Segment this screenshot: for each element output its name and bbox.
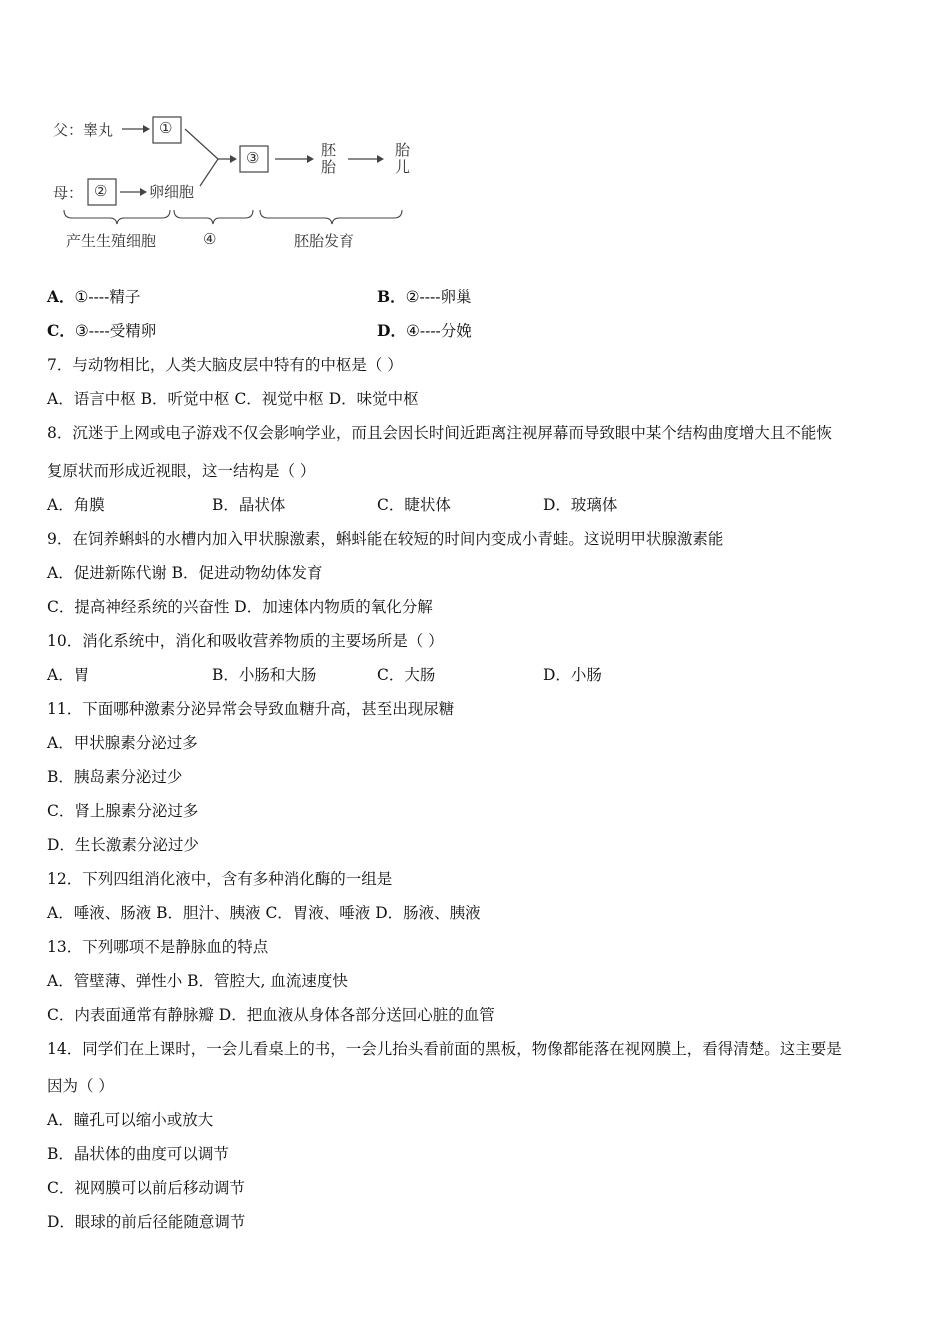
box-2-label: ②: [94, 182, 108, 200]
q6-option-a: A．①----精子: [47, 287, 141, 306]
q9-options-cd: C．提高神经系统的兴奋性 D．加速体内物质的氧化分解: [47, 598, 433, 616]
embryo-label: 胚胎: [319, 142, 337, 176]
q10-stem: 10．消化系统中，消化和吸收营养物质的主要场所是（ ）: [47, 632, 444, 650]
arrowhead-embryo: [307, 155, 314, 163]
q7-stem: 7．与动物相比，人类大脑皮层中特有的中枢是（ ）: [47, 356, 403, 374]
fetus-label: 胎儿: [393, 142, 411, 176]
q11-stem: 11．下面哪种激素分泌异常会导致血糖升高，甚至出现尿糖: [47, 700, 455, 718]
q6-option-d: D．④----分娩: [377, 321, 472, 340]
q8-option-b: B．晶状体: [212, 496, 286, 514]
egg-label: 卵细胞: [149, 183, 195, 201]
stage-2-label: ④: [203, 230, 217, 248]
stage-1-label: 产生生殖细胞: [66, 232, 157, 250]
q11-option-b: B．胰岛素分泌过少: [47, 768, 183, 786]
q9-stem: 9．在饲养蝌蚪的水槽内加入甲状腺激素，蝌蚪能在较短的时间内变成小青蛙。这说明甲状腺激素能: [47, 530, 724, 548]
q6-option-b: B．②----卵巢: [377, 287, 472, 306]
q14-option-c: C．视网膜可以前后移动调节: [47, 1179, 245, 1197]
q11-option-c: C．肾上腺素分泌过多: [47, 802, 199, 820]
q10-option-d: D．小肠: [543, 666, 602, 684]
q8-option-c: C．睫状体: [377, 496, 451, 514]
q13-options-cd: C．内表面通常有静脉瓣 D．把血液从身体各部分送回心脏的血管: [47, 1006, 495, 1024]
brace-stage2: [174, 210, 253, 224]
q6-option-c: C．③----受精卵: [47, 321, 157, 340]
q13-options-ab: A．管壁薄、弹性小 B．管腔大, 血流速度快: [47, 972, 348, 990]
box-1-label: ①: [159, 119, 173, 137]
converge-top: [185, 129, 218, 159]
arrowhead-father: [143, 125, 150, 133]
stage-3-label: 胚胎发育: [294, 232, 355, 250]
father-label: 父：睾丸: [53, 121, 114, 139]
q10-option-a: A．胃: [47, 666, 90, 684]
q11-option-d: D．生长激素分泌过少: [47, 836, 199, 854]
q14-option-a: A．瞳孔可以缩小或放大: [47, 1111, 214, 1129]
brace-stage1: [64, 210, 170, 224]
mother-label: 母：: [53, 184, 84, 202]
q8-stem-line-1: 8．沉迷于上网或电子游戏不仅会影响学业，而且会因长时间近距离注视屏幕而导致眼中某个结构曲度增大且不能恢: [47, 424, 832, 442]
q8-option-d: D．玻璃体: [543, 496, 618, 514]
q13-stem: 13．下列哪项不是静脉血的特点: [47, 938, 269, 956]
box-3-label: ③: [246, 149, 260, 167]
converge-bottom: [200, 159, 218, 186]
q10-option-c: C．大肠: [377, 666, 436, 684]
q10-option-b: B．小肠和大肠: [212, 666, 317, 684]
q9-options-ab: A．促进新陈代谢 B．促进动物幼体发育: [47, 564, 323, 582]
q14-stem-line-1: 14．同学们在上课时，一会儿看桌上的书，一会儿抬头看前面的黑板，物像都能落在视网膜上，看得清楚。这主要是: [47, 1040, 842, 1058]
q14-option-d: D．眼球的前后径能随意调节: [47, 1213, 246, 1231]
arrowhead-mother: [140, 188, 147, 196]
reproduction-diagram: [50, 108, 430, 258]
q12-stem: 12．下列四组消化液中，含有多种消化酶的一组是: [47, 870, 393, 888]
q12-options: A．唾液、肠液 B．胆汁、胰液 C．胃液、唾液 D．肠液、胰液: [47, 904, 481, 922]
arrowhead-fetus: [377, 155, 384, 163]
q8-stem-line-2: 复原状而形成近视眼，这一结构是（ ）: [47, 462, 316, 480]
q14-option-b: B．晶状体的曲度可以调节: [47, 1145, 229, 1163]
q7-options: A．语言中枢 B．听觉中枢 C．视觉中枢 D．味觉中枢: [47, 390, 419, 408]
q8-option-a: A．角膜: [47, 496, 105, 514]
q14-stem-line-2: 因为（ ）: [47, 1077, 114, 1095]
brace-stage3: [260, 210, 402, 224]
arrowhead-converge: [230, 155, 237, 163]
q11-option-a: A．甲状腺素分泌过多: [47, 734, 198, 752]
